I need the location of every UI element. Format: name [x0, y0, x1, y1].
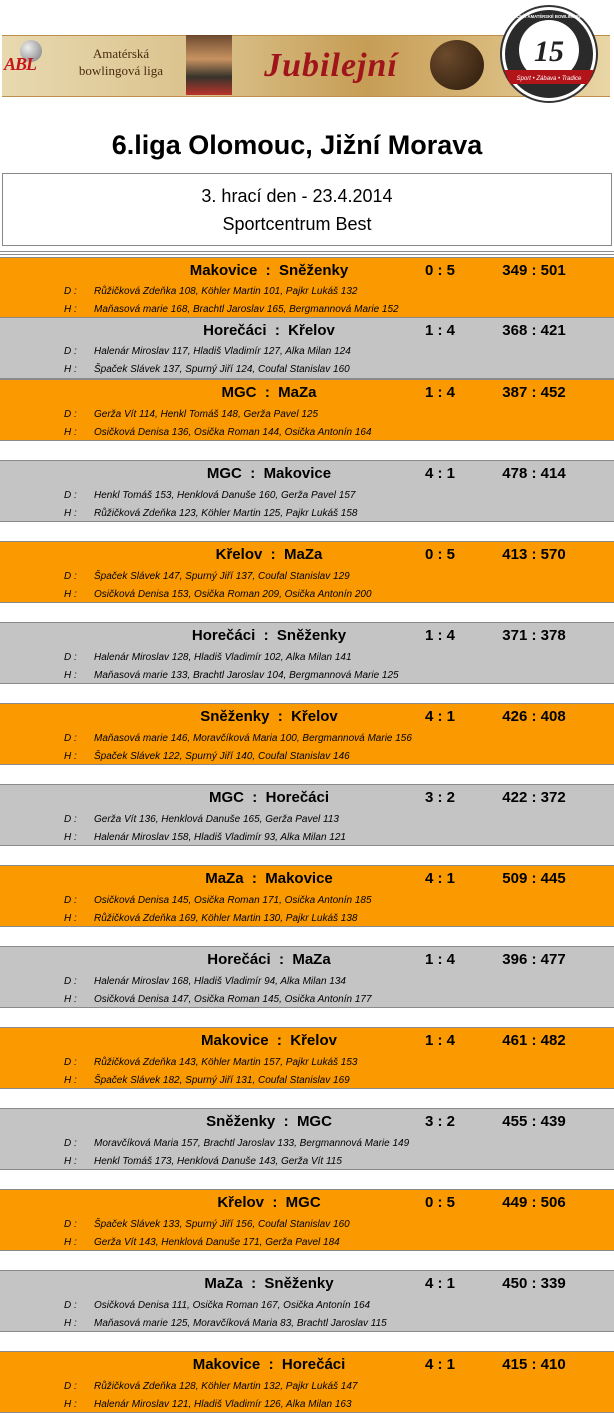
- match-day: 3. hrací den - 23.4.2014: [201, 186, 393, 206]
- home-players: Halenár Miroslav 128, Hladiš Vladimír 102, Alka Milan 141: [94, 652, 352, 663]
- match-teams: [116, 464, 422, 484]
- home-team: MGC: [206, 465, 242, 482]
- match-teams: [116, 950, 422, 970]
- teams-separator: :: [241, 465, 264, 482]
- away-players: Růžičková Zdeňka 169, Köhler Martin 130, Pajkr Lukáš 138: [94, 913, 358, 924]
- teams-separator: :: [275, 1113, 297, 1130]
- teams-separator: :: [260, 1356, 282, 1373]
- match-row: [0, 1189, 614, 1251]
- match-teams: [116, 383, 422, 403]
- teams-separator: :: [270, 951, 293, 968]
- home-team: MGC: [208, 789, 244, 806]
- home-players: Moravčíková Maria 157, Brachtl Jaroslav 133, Bergmannová Marie 149: [94, 1138, 410, 1149]
- match-points: 0 : 5: [424, 1194, 455, 1211]
- away-players: Osičková Denisa 136, Osička Roman 144, Osička Antonín 164: [94, 427, 372, 438]
- match-row: [0, 946, 614, 1008]
- teams-separator: :: [242, 1275, 265, 1292]
- away-players: Růžičková Zdeňka 123, Köhler Martin 125, Pajkr Lukáš 158: [94, 508, 358, 519]
- home-players: Růžičková Zdeňka 108, Köhler Martin 101, Pajkr Lukáš 132: [94, 286, 358, 297]
- home-team: Horečáci: [203, 322, 267, 339]
- away-label: H :: [64, 304, 77, 315]
- away-team: Křelov: [290, 1032, 337, 1049]
- home-team: Horečáci: [207, 951, 271, 968]
- seal-motto: Sport • Zábava • Tradice: [516, 76, 582, 82]
- away-label: H :: [64, 751, 77, 762]
- away-team: MaZa: [292, 951, 331, 968]
- divider: [0, 254, 614, 255]
- home-label: D :: [64, 286, 77, 297]
- match-row: [0, 865, 614, 927]
- match-pins: 396 : 477: [502, 951, 566, 968]
- away-team: MGC: [296, 1113, 332, 1130]
- home-label: D :: [64, 571, 77, 582]
- home-team: MGC: [221, 384, 257, 401]
- match-teams: [116, 1193, 422, 1213]
- home-players: Gerža Vít 136, Henklová Danuše 165, Gerža Pavel 113: [94, 814, 339, 825]
- home-players: Špaček Slávek 133, Spurný Jiří 156, Coufal Stanislav 160: [94, 1219, 350, 1230]
- match-teams: [116, 261, 422, 281]
- match-row: [0, 1351, 614, 1413]
- away-team: MaZa: [284, 546, 323, 563]
- banner-subtitle: [56, 45, 186, 79]
- league-banner: [0, 0, 614, 110]
- match-points: 1 : 4: [424, 1032, 455, 1049]
- away-players: Gerža Vít 143, Henklová Danuše 171, Gerža Pavel 184: [94, 1237, 340, 1248]
- home-team: MaZa: [204, 1275, 243, 1292]
- match-pins: 422 : 372: [502, 789, 566, 806]
- teams-separator: :: [256, 384, 279, 401]
- home-team: Křelov: [217, 1194, 264, 1211]
- away-label: H :: [64, 913, 77, 924]
- teams-separator: :: [268, 1032, 291, 1049]
- home-team: Makovice: [192, 1356, 261, 1373]
- home-label: D :: [64, 1300, 77, 1311]
- away-players: Špaček Slávek 122, Spurný Jiří 140, Coufal Stanislav 146: [94, 751, 350, 762]
- teams-separator: :: [243, 789, 266, 806]
- home-label: D :: [64, 976, 77, 987]
- match-points: 4 : 1: [424, 870, 455, 887]
- match-pins: 509 : 445: [502, 870, 566, 887]
- jubilee-title: Jubilejní: [264, 47, 398, 84]
- home-team: Sněženky: [200, 708, 270, 725]
- away-team: Křelov: [288, 322, 335, 339]
- away-team: MaZa: [278, 384, 317, 401]
- home-label: D :: [64, 1219, 77, 1230]
- teams-separator: :: [264, 1194, 286, 1211]
- home-team: MaZa: [205, 870, 244, 887]
- away-label: H :: [64, 1318, 77, 1329]
- away-label: H :: [64, 427, 77, 438]
- teams-separator: :: [262, 546, 284, 563]
- home-label: D :: [64, 346, 77, 357]
- home-label: D :: [64, 1057, 77, 1068]
- banner-subtitle-line2: bowlingová liga: [78, 63, 164, 78]
- match-points: 4 : 1: [424, 1275, 455, 1292]
- home-players: Henkl Tomáš 153, Henklová Danuše 160, Gerža Pavel 157: [94, 490, 356, 501]
- away-team: MGC: [285, 1194, 321, 1211]
- seal-ring-text: 15. ROČNÍK AMATÉRSKÉ BOWLINGOVÉ LIGY: [503, 14, 595, 19]
- home-label: D :: [64, 409, 77, 420]
- match-row: [0, 1027, 614, 1089]
- away-players: Špaček Slávek 182, Spurný Jiří 131, Coufal Stanislav 169: [94, 1075, 350, 1086]
- home-team: Makovice: [189, 262, 258, 279]
- away-players: Halenár Miroslav 121, Hladiš Vladimír 126, Alka Milan 163: [94, 1399, 352, 1410]
- banner-subtitle-line1: Amatérská: [92, 46, 150, 61]
- away-label: H :: [64, 832, 77, 843]
- match-pins: 478 : 414: [502, 465, 566, 482]
- away-team: Makovice: [263, 465, 332, 482]
- page-title-text: 6.liga Olomouc, Jižní Morava: [111, 130, 483, 160]
- away-label: H :: [64, 1237, 77, 1248]
- page-title: [0, 128, 614, 162]
- home-label: D :: [64, 1138, 77, 1149]
- match-teams: [116, 1031, 422, 1051]
- home-label: D :: [64, 814, 77, 825]
- away-label: H :: [64, 364, 77, 375]
- home-label: D :: [64, 733, 77, 744]
- away-team: Sněženky: [279, 262, 349, 279]
- match-pins: 461 : 482: [502, 1032, 566, 1049]
- teams-separator: :: [266, 322, 289, 339]
- home-players: Osičková Denisa 145, Osička Roman 171, Osička Antonín 185: [94, 895, 372, 906]
- home-players: Halenár Miroslav 168, Hladiš Vladimír 94, Alka Milan 134: [94, 976, 346, 987]
- away-team: Křelov: [291, 708, 338, 725]
- match-teams: [116, 545, 422, 565]
- match-points: 0 : 5: [424, 262, 455, 279]
- match-teams: [116, 626, 422, 646]
- match-teams: [116, 1274, 422, 1294]
- away-label: H :: [64, 1399, 77, 1410]
- teams-separator: :: [257, 262, 279, 279]
- match-pins: 368 : 421: [502, 322, 566, 339]
- match-points: 3 : 2: [424, 789, 455, 806]
- match-teams: [116, 1112, 422, 1132]
- divider: [0, 251, 614, 252]
- away-players: Henkl Tomáš 173, Henklová Danuše 143, Gerža Vít 115: [94, 1156, 342, 1167]
- away-label: H :: [64, 508, 77, 519]
- away-team: Sněženky: [276, 627, 347, 644]
- away-team: Sněženky: [264, 1275, 334, 1292]
- match-row: [0, 622, 614, 684]
- home-team: Horečáci: [191, 627, 256, 644]
- home-label: D :: [64, 490, 77, 501]
- match-row: [0, 379, 614, 441]
- away-team: Horečáci: [281, 1356, 346, 1373]
- match-points: 1 : 4: [424, 322, 455, 339]
- match-pins: 450 : 339: [502, 1275, 566, 1292]
- home-team: Sněženky: [206, 1113, 276, 1130]
- match-pins: 413 : 570: [502, 546, 566, 563]
- away-players: Špaček Slávek 137, Spurný Jiří 124, Coufal Stanislav 160: [94, 364, 350, 375]
- match-row: [0, 541, 614, 603]
- anniversary-seal-icon: [494, 4, 604, 106]
- match-row: [0, 1270, 614, 1332]
- match-teams: [116, 788, 422, 808]
- home-players: Halenár Miroslav 117, Hladiš Vladimír 127, Alka Milan 124: [94, 346, 351, 357]
- away-label: H :: [64, 1075, 77, 1086]
- home-players: Gerža Vít 114, Henkl Tomáš 148, Gerža Pavel 125: [94, 409, 319, 420]
- match-pins: 387 : 452: [502, 384, 566, 401]
- home-players: Osičková Denisa 111, Osička Roman 167, Osička Antonín 164: [94, 1300, 371, 1311]
- away-team: Makovice: [265, 870, 333, 887]
- away-players: Osičková Denisa 153, Osička Roman 209, Osička Antonín 200: [94, 589, 372, 600]
- away-team: Horečáci: [265, 789, 330, 806]
- home-label: D :: [64, 1381, 77, 1392]
- match-points: 4 : 1: [424, 708, 455, 725]
- away-players: Maňasová marie 133, Brachtl Jaroslav 104, Bergmannová Marie 125: [94, 670, 399, 681]
- match-pins: 415 : 410: [502, 1356, 566, 1373]
- home-team: Křelov: [215, 546, 263, 563]
- match-row: [0, 460, 614, 522]
- match-row: [0, 784, 614, 846]
- match-row: [0, 317, 614, 379]
- bowling-ball-icon: [430, 40, 484, 90]
- away-players: Maňasová marie 125, Moravčíková Maria 83, Brachtl Jaroslav 115: [94, 1318, 387, 1329]
- match-points: 3 : 2: [424, 1113, 455, 1130]
- match-points: 1 : 4: [424, 951, 455, 968]
- match-points: 4 : 1: [424, 1356, 455, 1373]
- match-teams: [116, 1355, 422, 1375]
- match-pins: 455 : 439: [502, 1113, 566, 1130]
- seal-number: 15: [534, 35, 564, 68]
- home-team: Makovice: [201, 1032, 269, 1049]
- away-label: H :: [64, 994, 77, 1005]
- match-teams: [116, 869, 422, 889]
- teams-separator: :: [255, 627, 277, 644]
- abl-logo: ABL: [4, 54, 37, 74]
- match-pins: 349 : 501: [502, 262, 566, 279]
- home-players: Maňasová marie 146, Moravčíková Maria 100, Bergmannová Marie 156: [94, 733, 412, 744]
- match-points: 1 : 4: [424, 384, 455, 401]
- match-pins: 426 : 408: [502, 708, 566, 725]
- match-points: 4 : 1: [424, 465, 455, 482]
- match-teams: [116, 707, 422, 727]
- match-points: 0 : 5: [424, 546, 455, 563]
- home-players: Růžičková Zdeňka 143, Köhler Martin 157, Pajkr Lukáš 153: [94, 1057, 358, 1068]
- match-row: [0, 703, 614, 765]
- player-figure-image: [186, 35, 232, 95]
- match-points: 1 : 4: [424, 627, 455, 644]
- away-label: H :: [64, 589, 77, 600]
- match-teams: [116, 321, 422, 341]
- match-row: [0, 257, 614, 319]
- away-players: Halenár Miroslav 158, Hladiš Vladimír 93, Alka Milan 121: [94, 832, 346, 843]
- home-label: D :: [64, 652, 77, 663]
- teams-separator: :: [269, 708, 292, 725]
- away-players: Osičková Denisa 147, Osička Roman 145, Osička Antonín 177: [94, 994, 372, 1005]
- home-label: D :: [64, 895, 77, 906]
- away-label: H :: [64, 1156, 77, 1167]
- match-row: [0, 1108, 614, 1170]
- venue: Sportcentrum Best: [222, 214, 372, 234]
- home-players: Špaček Slávek 147, Spurný Jiří 137, Coufal Stanislav 129: [94, 571, 350, 582]
- teams-separator: :: [243, 870, 266, 887]
- away-players: Maňasová marie 168, Brachtl Jaroslav 165, Bergmannová Marie 152: [94, 304, 399, 315]
- away-label: H :: [64, 670, 77, 681]
- home-players: Růžičková Zdeňka 128, Köhler Martin 132, Pajkr Lukáš 147: [94, 1381, 358, 1392]
- match-pins: 371 : 378: [502, 627, 566, 644]
- match-pins: 449 : 506: [502, 1194, 566, 1211]
